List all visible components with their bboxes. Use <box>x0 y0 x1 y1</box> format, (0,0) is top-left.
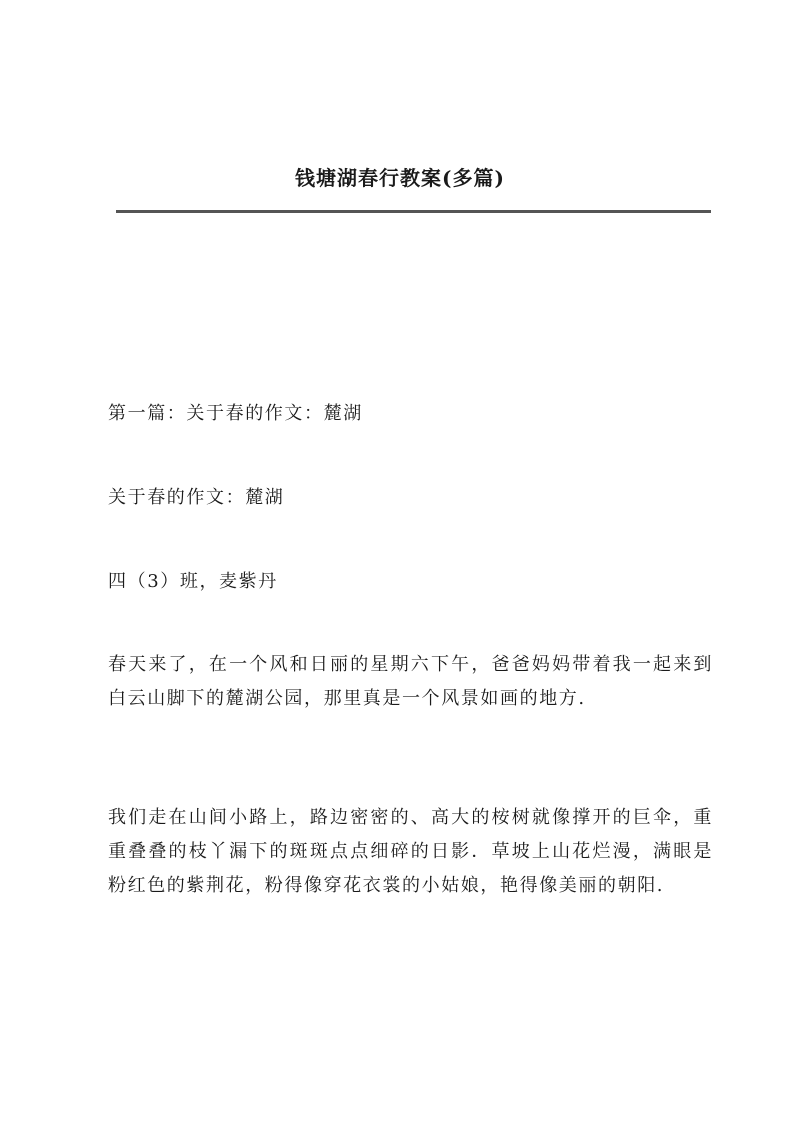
author-line: 四（3）班，麦紫丹 <box>108 571 278 592</box>
section-heading: 第一篇：关于春的作文：麓湖 <box>108 403 363 424</box>
title-divider <box>116 210 711 213</box>
body-paragraph: 春天来了，在一个风和日丽的星期六下午，爸爸妈妈带着我一起来到白云山脚下的麓湖公园，那里真是一个风景如画的地方. <box>108 654 713 709</box>
document-title: 钱塘湖春行教案(多篇) <box>295 166 505 190</box>
essay-title: 关于春的作文：麓湖 <box>108 487 285 508</box>
body-paragraph: 我们走在山间小路上，路边密密的、高大的桉树就像撑开的巨伞，重重叠叠的枝丫漏下的斑斑点点细碎的日影．草坡上山花烂漫，满眼是粉红色的紫荆花，粉得像穿花衣裳的小姑娘，艳得像美丽的朝阳. <box>108 807 713 896</box>
